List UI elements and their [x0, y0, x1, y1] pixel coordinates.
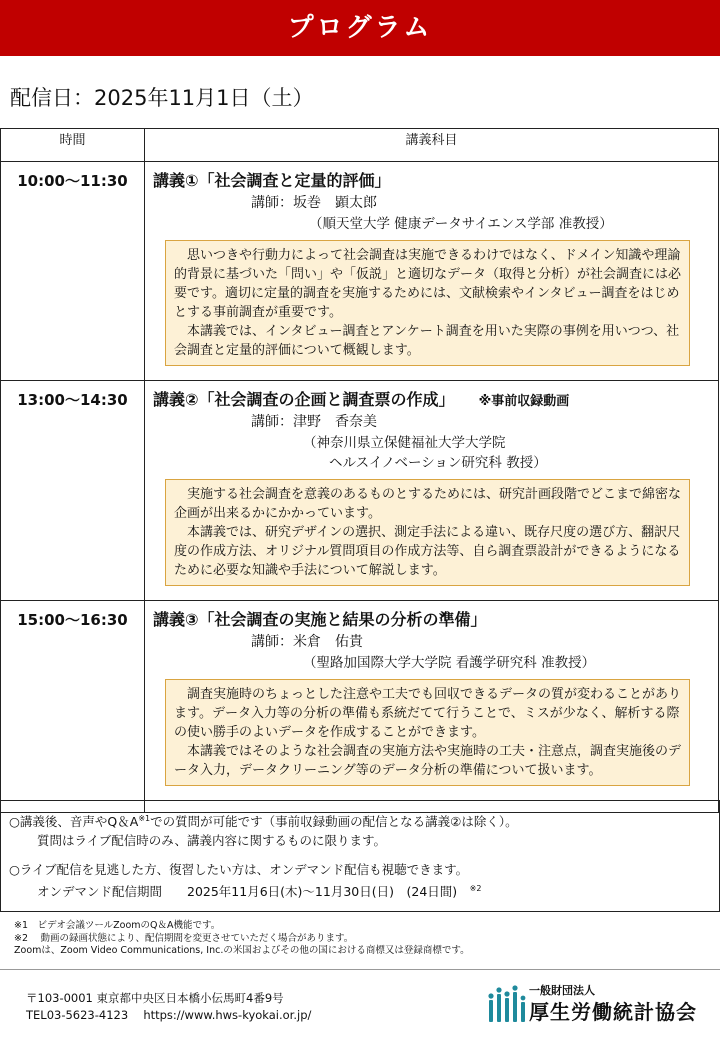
row-content: [145, 381, 719, 601]
org-name: 厚生労働統計協会: [529, 1000, 697, 1024]
lecturer: 講師：米倉 佑貴: [251, 634, 363, 650]
table-row: [1, 162, 719, 381]
row-content: [145, 601, 719, 813]
lecturer: 講師：坂巻 顕太郎: [251, 195, 377, 211]
description-box: 実施する社会調査を意義のあるものとするためには、研究計画段階でどこまで綿密な企画が出来るかにかかっています。 本講義では、研究デザインの選択、測定手法による違い、既存尺度の選び方、翻訳尺度の作成方法、オリジナル質問項目の作成方法等、自ら調査票設計ができるようになるために必要な知識や手法について解説します。: [165, 479, 690, 586]
table-row: [1, 601, 719, 813]
affiliation: ヘルスイノベーション研究科 教授）: [329, 455, 547, 471]
lecturer: 講師：津野 香奈美: [251, 414, 377, 430]
description-box: 調査実施時のちょっとした注意や工夫でも回収できるデータの質が変わることがあります。データ入力等の分析の準備も系統だてて行うことで、ミスが少なく、解析する際の使い勝手のよいデータを作成することができます。 本講義ではそのような社会調査の実施方法や実施時の工夫・注意点，調査実施後のデータ入力，データクリーニング等のデータ分析の準備について扱います。: [165, 679, 690, 786]
contact-line[interactable]: TEL03-5623-4123 https://www.hws-kyokai.or.jp/: [26, 1008, 312, 1022]
header-subject: 講義科目: [145, 129, 719, 162]
row-time: 15:00～16:30: [1, 601, 145, 813]
affiliation: （順天堂大学 健康データサイエンス学部 准教授）: [309, 216, 613, 232]
footnote-mark: ※1: [138, 814, 151, 823]
note-line: [9, 809, 719, 831]
note-line: [37, 879, 719, 901]
row-time: 13:00～14:30: [1, 381, 145, 601]
org-type: 一般財団法人: [529, 984, 595, 997]
row-time: 10:00～11:30: [1, 162, 145, 381]
note-line: ○ライブ配信を見逃した方、復習したい方は、オンデマンド配信も視聴できます。: [9, 862, 469, 878]
table-row: [1, 381, 719, 601]
footnote-mark: ※2: [469, 884, 482, 894]
footnote: ※2 動画の録画状態により、配信期間を変更させていただく場合があります。: [14, 932, 354, 944]
affiliation: （神奈川県立保健福祉大学大学院: [303, 435, 506, 451]
banner: プログラム: [0, 0, 720, 56]
affiliation: （聖路加国際大学大学院 看護学研究科 准教授）: [303, 655, 596, 671]
address-line: 〒103-0001 東京都中央区日本橋小伝馬町4番9号: [26, 991, 284, 1005]
note-text: ○講義後、音声やQ＆A: [9, 814, 139, 830]
notes-box: [0, 800, 720, 912]
org-logo: [486, 982, 711, 1026]
note-text: オンデマンド配信期間 2025年11月6日(木)～11月30日(日) (24日間): [37, 884, 458, 900]
note-line: 質問はライブ配信時のみ、講義内容に関するものに限ります。: [37, 833, 387, 849]
row-content: [145, 162, 719, 381]
date-label: 配信日：2025年11月1日（土）: [10, 86, 314, 110]
lecture-title: 講義②「社会調査の企画と調査票の作成」: [153, 390, 455, 409]
description-box: 思いつきや行動力によって社会調査は実施できるわけではなく、ドメイン知識や理論的背景に基づいた「問い」や「仮説」と適切なデータ（取得と分析）が社会調査には必要です。適切に定量的調査を実施するためには、文献検索やインタビュー調査をはじめとする事前調査が重要です。 本講義では、インタビュー調査とアンケート調査を用いた実際の事例を用いつつ、社会調査と定量的評価について概観します。: [165, 240, 690, 366]
footnotes: [14, 920, 470, 958]
footnote: Zoomは、Zoom Video Communications, Inc.の米国およびその他の国における商標又は登録商標です。: [14, 945, 470, 956]
lecture-title: 講義③「社会調査の実施と結果の分析の準備」: [153, 610, 487, 629]
footer-divider: [0, 969, 720, 970]
org-logo-icon: [486, 984, 526, 1024]
footer-address: [26, 990, 311, 1024]
note-text: での質問が可能です（事前収録動画の配信となる講義②は除く）。: [150, 814, 518, 830]
prerecord-note: ※事前収録動画: [478, 394, 570, 409]
table-header: [1, 129, 719, 162]
footnote: ※1 ビデオ会議ツールZoomのQ＆A機能です。: [14, 920, 221, 931]
program-table: [0, 128, 719, 813]
lecture-title: 講義①「社会調査と定量的評価」: [153, 171, 391, 190]
header-time: 時間: [1, 129, 145, 162]
